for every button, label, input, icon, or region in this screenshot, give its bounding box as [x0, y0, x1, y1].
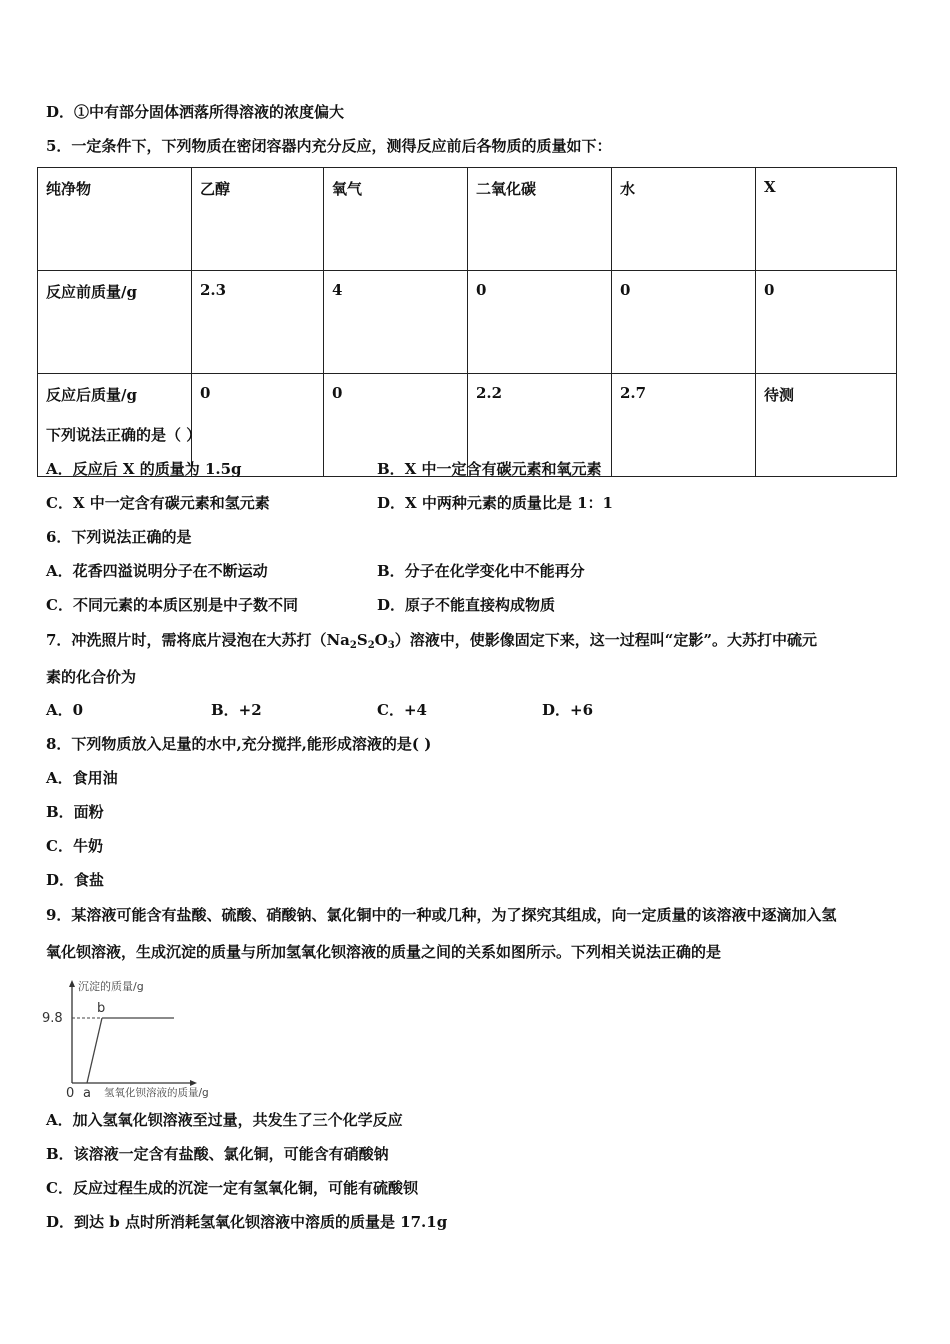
q6-option-c: C．不同元素的本质区别是中子数不同: [46, 596, 298, 614]
q9-option-d: D．到达 b 点时所消耗氢氧化钡溶液中溶质的质量是 17.1g: [46, 1213, 448, 1231]
table-cell: 2.3: [192, 271, 324, 374]
subscript: 2: [367, 640, 375, 651]
q7-option-c: C．+4: [377, 701, 427, 719]
q8-option-d: D．食盐: [46, 871, 105, 889]
q6-option-d: D．原子不能直接构成物质: [377, 596, 556, 614]
table-cell: 氧气: [324, 168, 468, 271]
q5-stem: 5．一定条件下，下列物质在密闭容器内充分反应，测得反应前后各物质的质量如下：: [46, 137, 612, 155]
subscript: 2: [349, 640, 357, 651]
y-value-label: 9.8: [42, 1011, 63, 1026]
table-cell: 0: [324, 374, 468, 477]
x-axis-arrow: [190, 1080, 197, 1086]
q6-stem: 6．下列说法正确的是: [46, 528, 192, 546]
subscript: 3: [387, 640, 395, 651]
point-a-label: a: [83, 1086, 91, 1100]
table-cell: 乙醇: [192, 168, 324, 271]
q5-option-a: A．反应后 X 的质量为 1.5g: [46, 460, 242, 478]
q7-stem-before: 7．冲洗照片时，需将底片浸泡在大苏打（Na: [46, 631, 350, 649]
x-axis-label: 氢氧化钡溶液的质量/g: [104, 1087, 209, 1099]
table-cell: X: [756, 168, 897, 271]
table-row: [38, 271, 897, 374]
table-cell: 0: [756, 271, 897, 374]
y-axis-arrow: [69, 980, 75, 987]
q7-stem-line2: 素的化合价为: [46, 668, 137, 686]
table-cell: 二氧化碳: [468, 168, 612, 271]
q5-question: 下列说法正确的是（ ）: [46, 426, 202, 444]
table-cell: 反应前质量/g: [38, 271, 192, 374]
q8-option-b: B．面粉: [46, 803, 104, 821]
q8-option-a: A．食用油: [46, 769, 118, 787]
q9-option-c: C．反应过程生成的沉淀一定有氢氧化铜，可能有硫酸钡: [46, 1179, 418, 1197]
rising-segment: [87, 1018, 102, 1083]
q7-option-b: B．+2: [211, 701, 262, 719]
q7-o-letter: O: [374, 631, 388, 649]
q7-s-letter: S: [356, 631, 368, 649]
table-cell: 0: [612, 271, 756, 374]
q9-option-a: A．加入氢氧化钡溶液至过量，共发生了三个化学反应: [46, 1111, 403, 1129]
table-cell: 待测: [756, 374, 897, 477]
origin-label: 0: [66, 1086, 75, 1100]
q5-option-b: B．X 中一定含有碳元素和氧元素: [377, 460, 602, 478]
table-cell: 反应后质量/g: [38, 374, 192, 477]
table-cell: 水: [612, 168, 756, 271]
q4-option-d: D．①中有部分固体洒落所得溶液的浓度偏大: [46, 103, 345, 121]
q6-option-a: A．花香四溢说明分子在不断运动: [46, 562, 268, 580]
q9-stem-line1: 9．某溶液可能含有盐酸、硫酸、硝酸钠、氯化铜中的一种或几种，为了探究其组成，向一定质量的该溶液中逐滴加入氢: [46, 906, 837, 924]
point-b-label: b: [97, 1001, 106, 1016]
table-cell: 0: [468, 271, 612, 374]
q7-stem-after: ）溶液中，使影像固定下来，这一过程叫“定影”。大苏打中硫元: [394, 631, 817, 649]
q5-option-d: D．X 中两种元素的质量比是 1：1: [377, 494, 613, 512]
y-axis-label: 沉淀的质量/g: [78, 980, 144, 993]
q9-option-b: B．该溶液一定含有盐酸、氯化铜，可能含有硝酸钠: [46, 1145, 389, 1163]
q9-stem-line2: 氧化钡溶液，生成沉淀的质量与所加氢氧化钡溶液的质量之间的关系如图所示。下列相关说法正确的是: [46, 943, 722, 961]
q6-option-b: B．分子在化学变化中不能再分: [377, 562, 585, 580]
q8-option-c: C．牛奶: [46, 837, 103, 855]
q5-option-c: C．X 中一定含有碳元素和氢元素: [46, 494, 270, 512]
table-cell: 2.2: [468, 374, 612, 477]
table-cell: 2.7: [612, 374, 756, 477]
q7-option-d: D．+6: [542, 701, 594, 719]
table-row: [38, 168, 897, 271]
q7-option-a: A．0: [46, 701, 84, 719]
table-cell: 纯净物: [38, 168, 192, 271]
table-cell: 0: [192, 374, 324, 477]
q7-stem-line1: [46, 630, 817, 650]
q8-stem: 8．下列物质放入足量的水中,充分搅拌,能形成溶液的是( ): [46, 735, 432, 753]
table-cell: 4: [324, 271, 468, 374]
q9-graph: [42, 975, 242, 1100]
